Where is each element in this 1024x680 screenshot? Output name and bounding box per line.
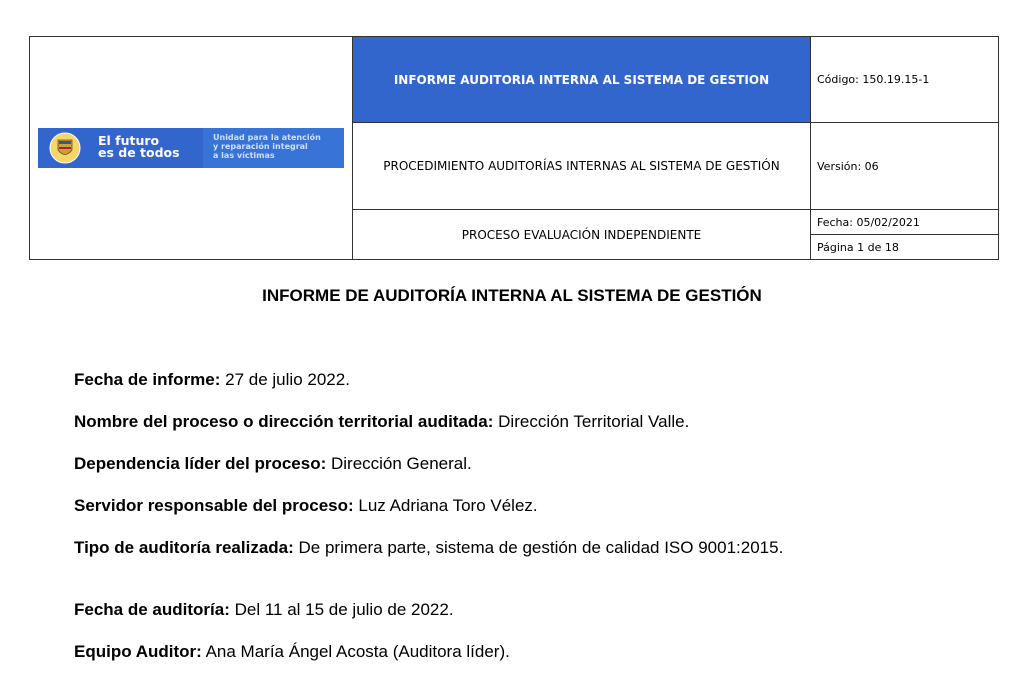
- logo-cell: [30, 37, 353, 260]
- report-title-cell: [353, 37, 811, 123]
- document-title: INFORME DE AUDITORÍA INTERNA AL SISTEMA DE GESTIÓN: [262, 286, 762, 305]
- logo-unit-line-3: a las víctimas: [213, 151, 275, 160]
- field-audit-type: [74, 538, 944, 557]
- page-cell: [811, 235, 999, 260]
- field-label: Dependencia líder del proceso:: [74, 454, 327, 473]
- field-report-date: [74, 370, 944, 389]
- field-value: Luz Adriana Toro Vélez.: [353, 496, 538, 515]
- report-title: INFORME AUDITORIA INTERNA AL SISTEMA DE GESTION: [393, 72, 770, 87]
- organization-logo: [38, 128, 344, 168]
- page-number: Página 1 de 18: [817, 240, 899, 254]
- field-audit-team: [74, 642, 944, 661]
- field-label: Servidor responsable del proceso:: [74, 496, 354, 515]
- field-value: Ana María Ángel Acosta (Auditora líder).: [201, 642, 510, 661]
- field-audit-date: [74, 600, 944, 619]
- field-value: Dirección Territorial Valle.: [493, 412, 690, 431]
- logo-brand-line-1: El futuro: [98, 133, 160, 148]
- procedure-cell: [353, 123, 811, 210]
- procedure-name: PROCEDIMIENTO AUDITORÍAS INTERNAS AL SISTEMA DE GESTIÓN: [383, 159, 780, 174]
- field-value: 27 de julio 2022.: [220, 370, 350, 389]
- field-value: Dirección General.: [326, 454, 472, 473]
- field-lead-dependency: [74, 454, 944, 473]
- field-label: Equipo Auditor:: [74, 642, 202, 661]
- document-header-table: [29, 36, 999, 260]
- field-value: De primera parte, sistema de gestión de calidad ISO 9001:2015.: [293, 538, 784, 557]
- process-name: PROCESO EVALUACIÓN INDEPENDIENTE: [461, 227, 702, 242]
- field-label: Fecha de auditoría:: [74, 600, 230, 619]
- field-label: Tipo de auditoría realizada:: [74, 538, 294, 557]
- process-cell: [353, 210, 811, 260]
- field-responsible-officer: [74, 496, 944, 515]
- document-date: Fecha: 05/02/2021: [817, 215, 920, 229]
- logo-unit-line-1: Unidad para la atención: [213, 133, 321, 142]
- field-label: Nombre del proceso o dirección territorial auditada:: [74, 412, 494, 431]
- date-cell: [811, 210, 999, 235]
- field-process-name: [74, 412, 944, 431]
- logo-unit-line-2: y reparación integral: [213, 142, 308, 151]
- version-cell: [811, 123, 999, 210]
- document-code: Código: 150.19.15-1: [817, 73, 930, 87]
- field-value: Del 11 al 15 de julio de 2022.: [229, 600, 454, 619]
- coat-of-arms-icon: [48, 131, 82, 165]
- document-version: Versión: 06: [817, 159, 879, 173]
- field-label: Fecha de informe:: [74, 370, 221, 389]
- logo-brand-line-2: es de todos: [98, 145, 180, 160]
- code-cell: [811, 37, 999, 123]
